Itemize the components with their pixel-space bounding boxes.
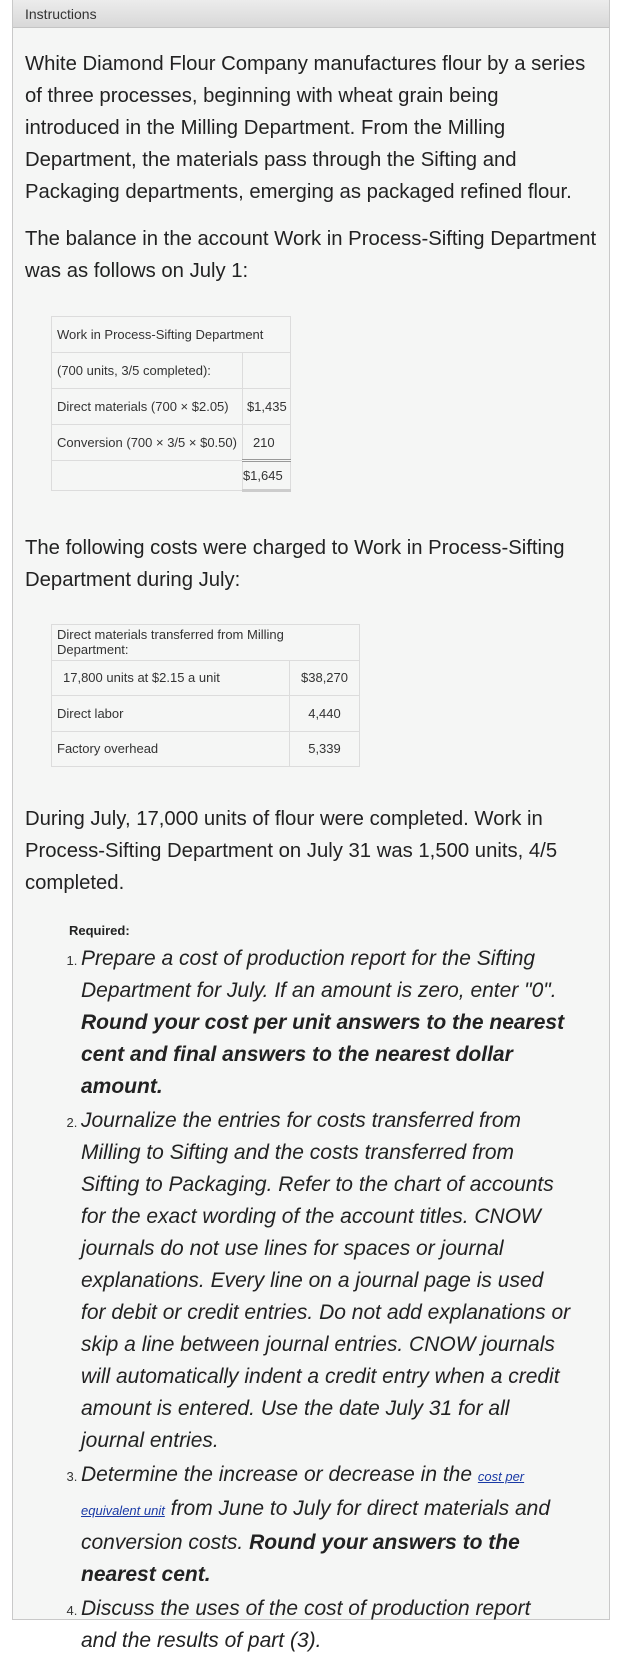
table-row — [52, 425, 291, 461]
total-amount: $1,645 — [242, 461, 290, 491]
table-row — [52, 731, 360, 767]
row-label: 17,800 units at $2.15 a unit — [52, 660, 290, 696]
item4-text: Discuss the uses of the cost of production report and the results of part (3). — [81, 1597, 531, 1652]
table-row — [52, 696, 360, 732]
july-summary-paragraph: During July, 17,000 units of flour were completed. Work in Process-Sifting Department on July 31 was 1,500 units, 4/5 completed. — [25, 808, 558, 894]
table-row — [52, 389, 291, 425]
table1-title: Work in Process-Sifting Department — [52, 317, 291, 353]
row-label: Factory overhead — [52, 731, 290, 767]
intro-paragraph: White Diamond Flour Company manufactures flour by a series of three processes, beginning with wheat grain being introduced in the Milling Department. From the Milling Department, the materials pass through the Sifting and Packaging departments, emerging as packaged refined flour. — [25, 53, 586, 203]
balance-paragraph: The balance in the account Work in Process-Sifting Department was as follows on July 1: — [25, 228, 597, 282]
row-label: Direct labor — [52, 696, 290, 732]
item1-text: Prepare a cost of production report for the Sifting Department for July. If an amount is zero, enter "0". — [81, 947, 557, 1002]
row-amount: 210 — [242, 425, 290, 461]
instructions-content — [13, 48, 609, 1657]
required-list — [25, 943, 597, 1657]
row-amount: $1,435 — [242, 389, 290, 425]
panel-header — [13, 0, 609, 28]
row-amount: $38,270 — [290, 660, 360, 696]
item1-bold: Round your cost per unit answers to the nearest cent and final answers to the nearest dollar amount. — [81, 1011, 565, 1098]
item3-text-post: from June to July for direct materials and conversion costs. — [81, 1497, 551, 1554]
list-item — [81, 943, 597, 1103]
row-amount: 5,339 — [290, 731, 360, 767]
item3-bold: Round your answers to the nearest cent. — [81, 1531, 520, 1586]
table-row — [52, 461, 291, 491]
instructions-panel — [12, 0, 610, 1652]
table2-title: Direct materials transferred from Milling Department: — [52, 625, 360, 661]
list-item — [81, 1105, 597, 1457]
row-amount: 4,440 — [290, 696, 360, 732]
row-label: Direct materials (700 × $2.05) — [52, 389, 243, 425]
required-label: Required: — [69, 923, 130, 938]
panel-title: Instructions — [25, 6, 97, 22]
cost-per-equivalent-unit-link[interactable]: cost per equivalent unit — [81, 1469, 525, 1518]
item2-text: Journalize the entries for costs transferred from Milling to Sifting and the costs transferred from Sifting to Packaging. Refer to the chart of accounts for the exact wording of the account titles. CNOW journals do not use lines for spaces or journal explanations. Every line on a journal page is used for debit or credit entries. Do not add explanations or skip a line between journal entries. CNOW journals will automatically indent a credit entry when a credit amount is entered. Use the date July 31 for all journal entries. — [81, 1109, 571, 1452]
row-label: Conversion (700 × 3/5 × $0.50) — [52, 425, 243, 461]
table1-subtitle: (700 units, 3/5 completed): — [52, 353, 243, 389]
costs-paragraph: The following costs were charged to Work in Process-Sifting Department during July: — [25, 537, 565, 591]
july1-balance-table — [51, 316, 291, 492]
july-costs-table — [51, 624, 360, 767]
list-item — [81, 1593, 597, 1657]
list-item — [81, 1459, 597, 1591]
table-row — [52, 660, 360, 696]
item3-text-pre: Determine the increase or decrease in the — [81, 1463, 473, 1486]
